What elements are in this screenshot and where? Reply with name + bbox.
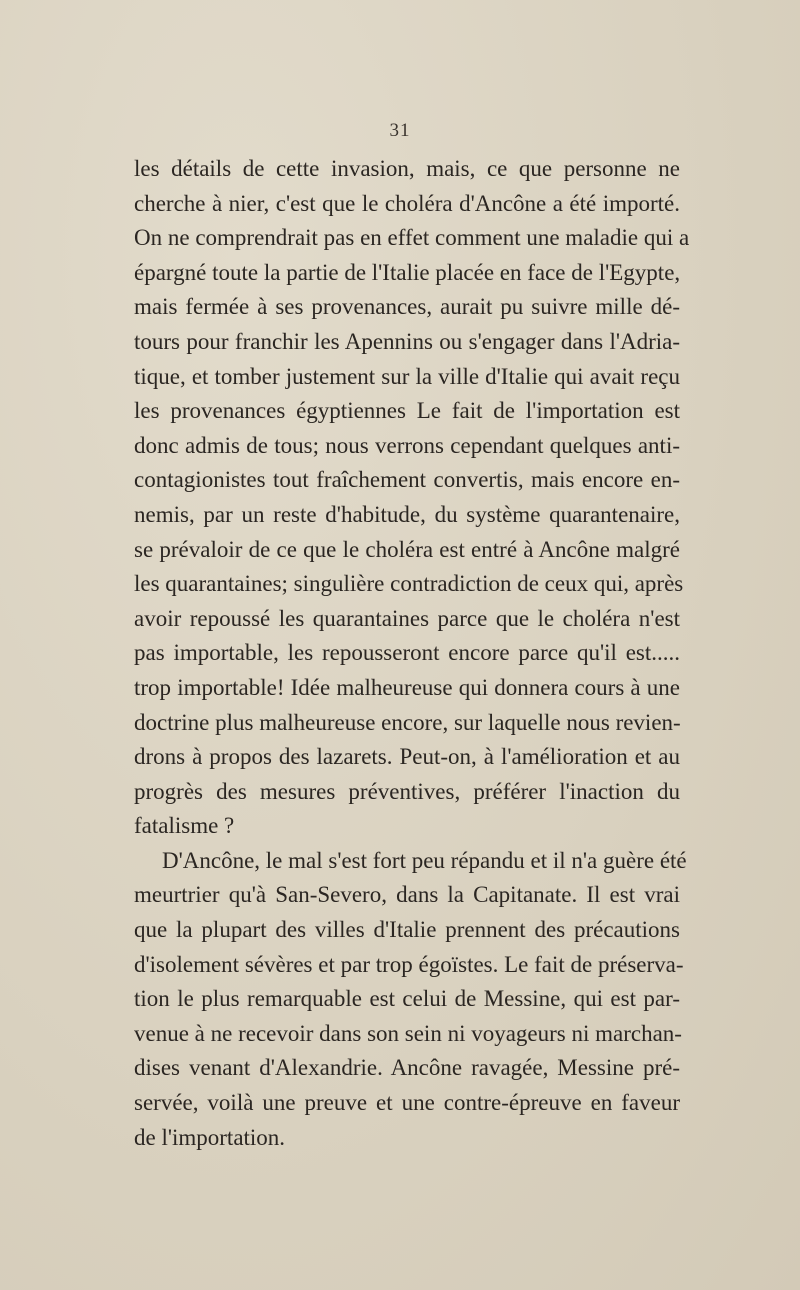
text-line: cherche à nier, c'est que le choléra d'Ancône a été importé. bbox=[134, 190, 680, 216]
text-line: donc admis de tous; nous verrons cependant quelques anti- bbox=[134, 432, 680, 458]
page-number: 31 bbox=[389, 120, 411, 141]
text-line: les provenances égyptiennes Le fait de l'importation est bbox=[134, 398, 680, 424]
text-line: doctrine plus malheureuse encore, sur laquelle nous revien- bbox=[134, 709, 681, 735]
text-line: progrès des mesures préventives, préférer l'inaction du bbox=[134, 778, 680, 804]
text-line: meurtrier qu'à San-Severo, dans la Capitanate. Il est vrai bbox=[134, 882, 680, 908]
text-line: se prévaloir de ce que le choléra est entré à Ancône malgré bbox=[134, 536, 680, 562]
text-line: épargné toute la partie de l'Italie placée en face de l'Egypte, bbox=[134, 259, 681, 285]
text-line: venue à ne recevoir dans son sein ni voyageurs ni marchan- bbox=[134, 1020, 682, 1046]
text-line: avoir repoussé les quarantaines parce que le choléra n'est bbox=[134, 605, 680, 631]
text-line: pas importable, les repousseront encore parce qu'il est..... bbox=[134, 640, 680, 666]
text-line: fatalisme ? bbox=[134, 813, 235, 839]
text-line: tique, et tomber justement sur la ville d'Italie qui avait reçu bbox=[134, 363, 680, 389]
text-line: d'isolement sévères et par trop égoïstes. Le fait de préserva- bbox=[134, 951, 684, 977]
text-line: nemis, par un reste d'habitude, du système quarantenaire, bbox=[134, 501, 680, 527]
text-line: de l'importation. bbox=[134, 1124, 286, 1150]
text-line: tours pour franchir les Apennins ou s'engager dans l'Adria- bbox=[134, 328, 680, 354]
text-line: les quarantaines; singulière contradiction de ceux qui, après bbox=[134, 571, 684, 597]
text-line: trop importable! Idée malheureuse qui donnera cours à une bbox=[134, 674, 680, 700]
text-line: servée, voilà une preuve et une contre-épreuve en faveur bbox=[134, 1090, 680, 1116]
text-line: tion le plus remarquable est celui de Messine, qui est par- bbox=[134, 986, 680, 1012]
text-line: On ne comprendrait pas en effet comment une maladie qui a bbox=[134, 225, 690, 251]
text-line: D'Ancône, le mal s'est fort peu répandu et il n'a guère été bbox=[162, 847, 687, 873]
text-line: contagionistes tout fraîchement convertis, mais encore en- bbox=[134, 467, 680, 493]
text-line: drons à propos des lazarets. Peut-on, à l'amélioration et au bbox=[134, 744, 680, 770]
text-line: que la plupart des villes d'Italie prennent des précautions bbox=[134, 917, 680, 943]
text-line: les détails de cette invasion, mais, ce que personne ne bbox=[134, 156, 680, 181]
body-text bbox=[134, 152, 690, 1155]
text-line: mais fermée à ses provenances, aurait pu suivre mille dé- bbox=[134, 294, 680, 320]
text-line: dises venant d'Alexandrie. Ancône ravagée, Messine pré- bbox=[134, 1055, 680, 1081]
